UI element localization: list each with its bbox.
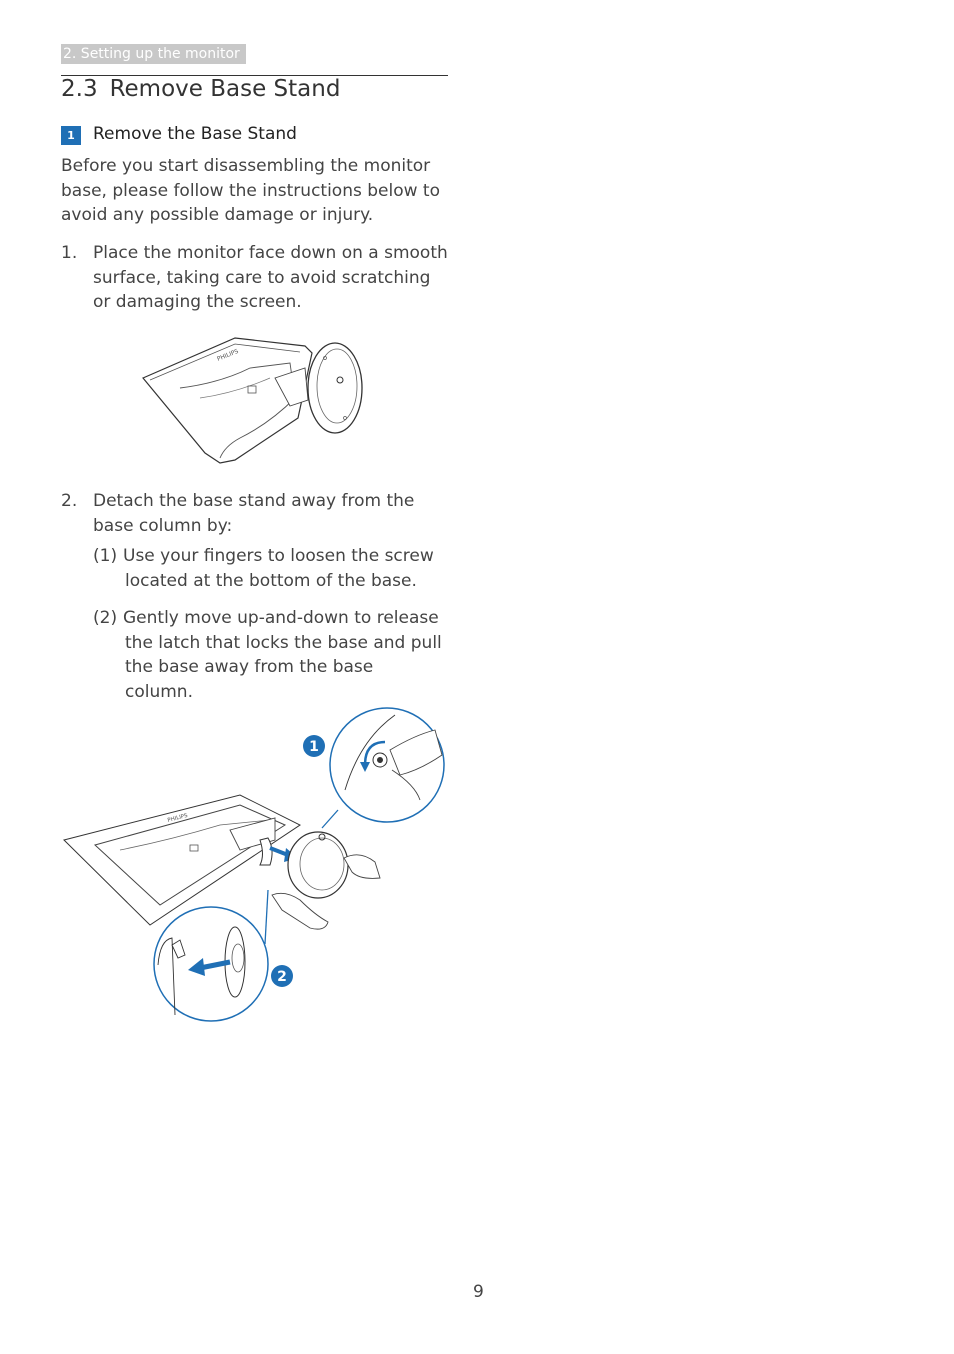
subsection-badge: 1 [61, 126, 81, 145]
section-title-text: Remove Base Stand [109, 76, 341, 102]
substep-1 [93, 544, 433, 604]
substep-2-number: (2) [93, 608, 118, 628]
subsection-title: Remove the Base Stand [93, 124, 297, 144]
step-1-text: Place the monitor face down on a smooth surface, taking care to avoid scratching or damaging the screen. [93, 243, 448, 312]
substep-2-text: the latch that locks the base and pull the base away from the base column. [125, 632, 442, 702]
chapter-tag: 2. Setting up the monitor [61, 44, 246, 64]
callout-2-label: 2 [277, 969, 287, 985]
callout-1-label: 1 [309, 739, 319, 755]
section-number: 2.3 [61, 76, 98, 102]
step-2-text: Detach the base stand away from the base column by: [93, 491, 415, 536]
step-1 [61, 241, 451, 321]
intro-paragraph: Before you start disassembling the monitor base, please follow the instructions below to avoid any possible damage or injury. [61, 156, 440, 225]
step-2-number: 2. [61, 491, 78, 511]
page-number: 9 [473, 1282, 484, 1302]
substep-2 [93, 606, 442, 702]
brand-label-1: PHILIPS [216, 347, 240, 363]
step-2 [61, 489, 451, 549]
substep-1-number: (1) [93, 546, 118, 566]
base-detach-illustration [60, 700, 450, 1030]
monitor-facedown-illustration [140, 328, 370, 468]
substep-2-first-line: Gently move up-and-down to release [123, 608, 439, 628]
step-1-number: 1. [61, 243, 78, 263]
substep-1-first-line: Use your fingers to loosen the screw [123, 546, 434, 566]
substep-1-text: located at the bottom of the base. [125, 570, 417, 591]
brand-label-2: PHILIPS [166, 812, 189, 824]
section-title [61, 76, 340, 102]
